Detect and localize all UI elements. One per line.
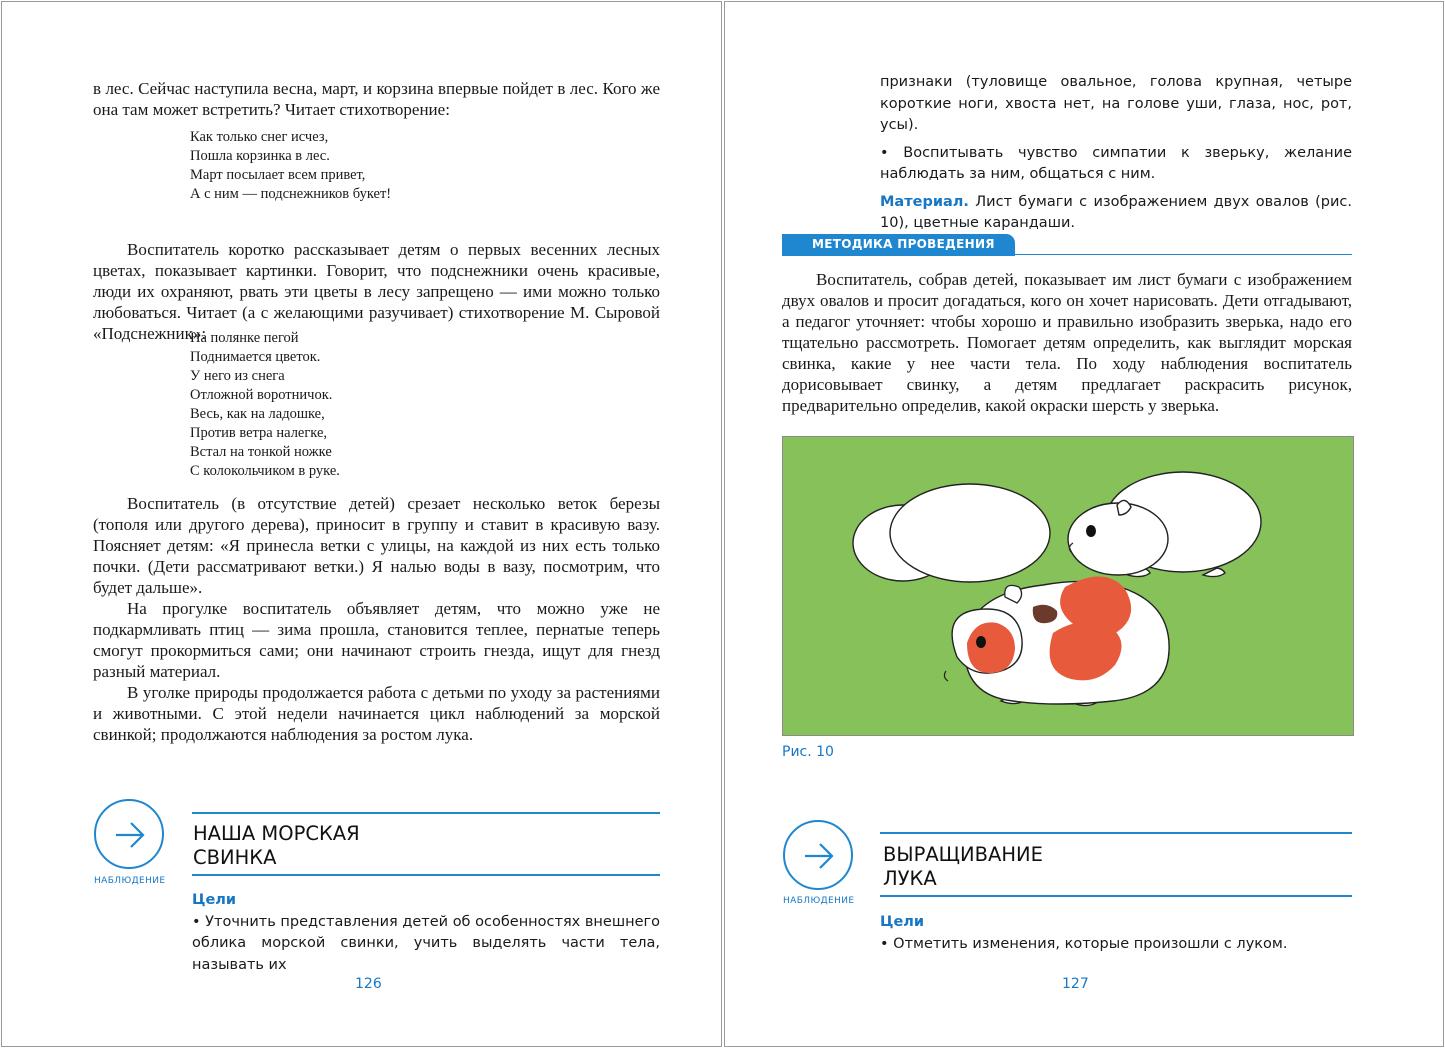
figure-caption: Рис. 10	[782, 744, 834, 760]
section-heading	[883, 843, 1043, 891]
goal-continuation: признаки (туловище овальное, голова крупная, четыре короткие ноги, хвоста нет, на голове уши, глаза, нос, рот, усы).	[880, 74, 1352, 133]
page-number: 127	[1062, 976, 1089, 992]
heading-line: СВИНКА	[193, 846, 277, 869]
section-tab	[782, 234, 1015, 256]
poem-line: Как только снег исчез,	[190, 129, 329, 145]
observation-badge-circle	[94, 799, 164, 869]
arrow-right-icon	[113, 818, 147, 852]
poem-line: Отложной воротничок.	[190, 387, 333, 403]
heading-top-rule	[192, 812, 660, 814]
poem-line: У него из снега	[190, 368, 285, 384]
guinea-pig-illustration	[783, 437, 1353, 735]
poem-line: На полянке пегой	[190, 330, 299, 346]
page-number: 126	[355, 976, 382, 992]
material-label: Материал.	[880, 193, 969, 210]
poem-korzinka	[190, 128, 610, 204]
goals-title: Цели	[192, 892, 237, 908]
goals-title: Цели	[880, 914, 925, 930]
heading-line: ЛУКА	[883, 867, 937, 890]
paragraph-1	[93, 78, 660, 120]
heading-top-rule	[880, 832, 1352, 834]
poem-line: Пошла корзинка в лес.	[190, 148, 330, 164]
heading-line: НАША МОРСКАЯ	[193, 822, 360, 845]
paragraphs-3-5	[93, 493, 660, 745]
poem-podsnezhnik	[190, 329, 610, 481]
material-text: Лист бумаги с изображением двух овалов (рис. 10), цветные карандаши.	[880, 193, 1352, 231]
poem-line: Против ветра налегке,	[190, 425, 328, 441]
section-tab-label: МЕТОДИКА ПРОВЕДЕНИЯ	[812, 237, 995, 251]
poem-line: Март посылает всем привет,	[190, 167, 366, 183]
method-paragraph	[782, 269, 1352, 416]
goal-item: • Воспитывать чувство симпатии к зверьку, желание наблюдать за ним, общаться с ним.	[880, 144, 1352, 182]
section-heading	[193, 822, 360, 870]
observation-badge-label: НАБЛЮДЕНИЕ	[94, 876, 166, 886]
goals-block	[880, 912, 1352, 955]
paragraph-3-text: Воспитатель (в отсутствие детей) срезает несколько веток березы (тополя или другого дерева), приносит в группу и ставит в красивую вазу. Поясняет детям: «Я принесла ветки с улицы, на каждой из них есть только почки. (Дети рассматривают ветки.) Я налью воды в вазу, посмотрим, что будет дальше».	[93, 494, 660, 597]
observation-badge-circle	[783, 820, 853, 890]
poem-line: А с ним — подснежников букет!	[190, 186, 392, 202]
goals-block	[192, 890, 660, 976]
goal-item: • Отметить изменения, которые произошли с луком.	[880, 935, 1288, 952]
arrow-right-icon	[802, 839, 836, 873]
paragraph-5-text: В уголке природы продолжается работа с детьми по уходу за растениями и животными. С этой недели начинается цикл наблюдений за морской свинкой; продолжаются наблюдения за ростом лука.	[93, 683, 660, 744]
section-tab-rule	[782, 254, 1352, 255]
goals-continued	[880, 72, 1352, 235]
poem-line: Поднимается цветок.	[190, 349, 321, 365]
paragraph-2-text: Воспитатель коротко рассказывает детям о первых весенних лесных цветах, показывает картинки. Говорит, что подснежники очень красивые, люди их охраняют, рвать эти цветы в лесу запрещено — ими можно только любоваться. Читает (а с желающими разучивает) стихотворение М. Сыровой «Подснежник»:	[93, 240, 660, 343]
material-line	[880, 192, 1352, 235]
paragraph-4-text: На прогулке воспитатель объявляет детям, что можно уже не подкармливать птиц — зима прошла, становится теплее, пернатые теперь смогут прокормиться сами; они начинают строить гнезда, ищут для гнезд разный материал.	[93, 599, 660, 681]
figure-guinea-pig	[782, 436, 1354, 736]
heading-line: ВЫРАЩИВАНИЕ	[883, 843, 1043, 866]
poem-line: Встал на тонкой ножке	[190, 444, 332, 460]
heading-bottom-rule	[880, 895, 1352, 897]
method-text: Воспитатель, собрав детей, показывает им лист бумаги с изображением двух овалов и просит догадаться, кого он хочет нарисовать. Дети отгадывают, а педагог уточняет: чтобы хорошо и правильно изобразить зверька, надо его тщательно рассмотреть. Помогает детям определить, как выглядит морская свинка, какие у нее части тела. По ходу наблюдения воспитатель дорисовывает свинку, а детям предлагает раскрасить рисунок, предварительно определив, какой окраски шерсть у зверька.	[782, 270, 1352, 415]
goal-item: • Уточнить представления детей об особенностях внешнего облика морской свинки, учить выделять части тела, называть их	[192, 913, 660, 973]
poem-line: Весь, как на ладошке,	[190, 406, 325, 422]
paragraph-1-text: в лес. Сейчас наступила весна, март, и корзина впервые пойдет в лес. Кого же она там может встретить? Читает стихотворение:	[93, 79, 660, 119]
poem-line: С колокольчиком в руке.	[190, 463, 340, 479]
heading-bottom-rule	[192, 874, 660, 876]
observation-badge-label: НАБЛЮДЕНИЕ	[783, 896, 855, 906]
